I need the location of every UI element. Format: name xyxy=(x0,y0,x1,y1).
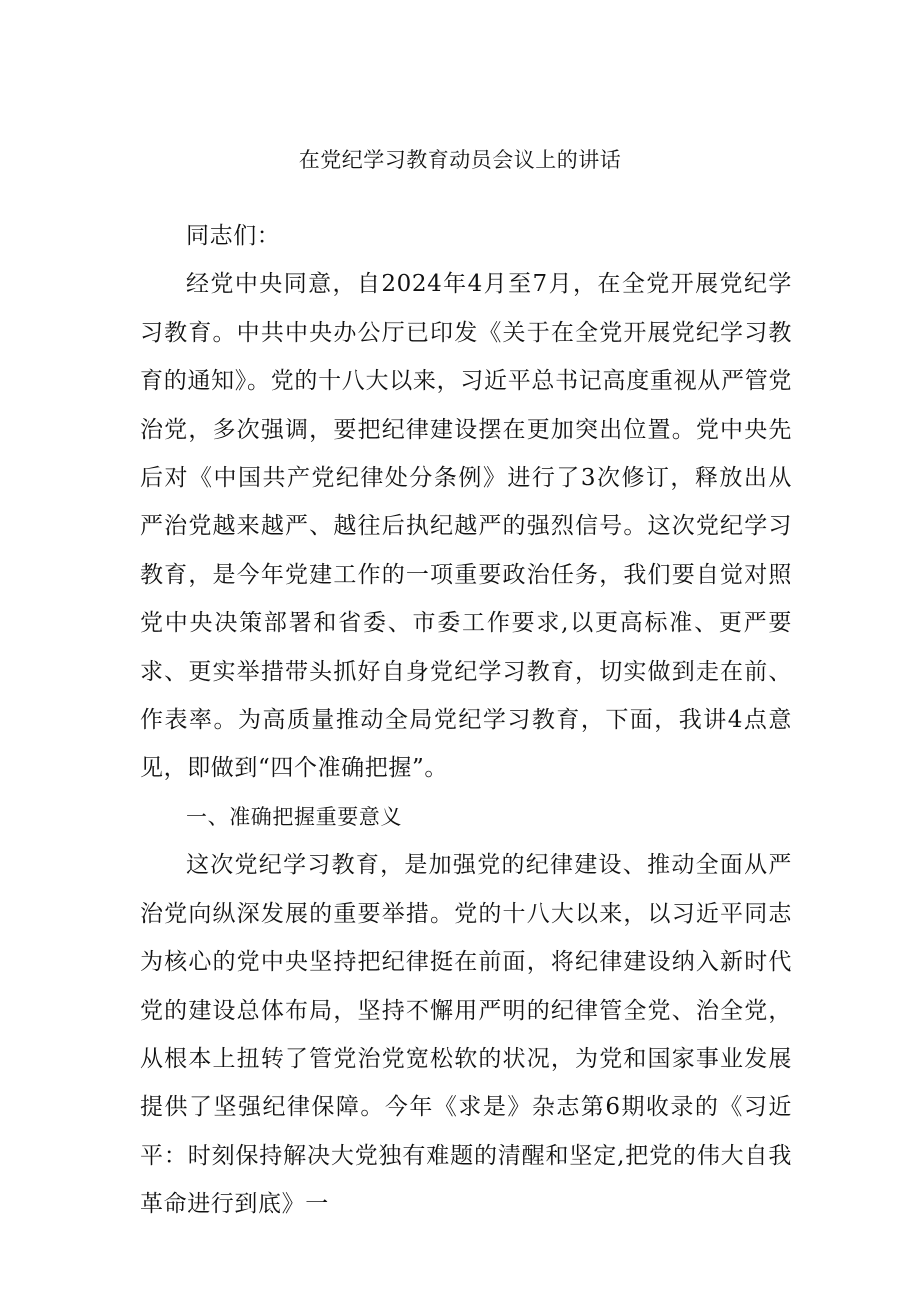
document-title: 在党纪学习教育动员会议上的讲话 xyxy=(298,148,622,172)
document-body xyxy=(140,212,792,1229)
section-heading-1: 一、准确把握重要意义 xyxy=(186,804,402,829)
paragraph-section-1: 这次党纪学习教育，是加强党的纪律建设、推动全面从严治党向纵深发展的重要举措。党的十八大以来，以习近平同志为核心的党中央坚持把纪律挺在前面，将纪律建设纳入新时代党的建设总体布局，坚持不懈用严明的纪律管全党、治全党，从根本上扭转了管党治党宽松软的状况，为党和国家事业发展提供了坚强纪律保障。今年《求是》杂志第6期收录的《习近平：时刻保持解决大党独有难题的清醒和坚定,把党的伟大自我革命进行到底》一 xyxy=(140,852,792,1218)
paragraph-intro: 经党中央同意，自2024年4月至7月，在全党开展党纪学习教育。中共中央办公厅已印发《关于在全党开展党纪学习教育的通知》。党的十八大以来，习近平总书记高度重视从严管党治党，多次强调，要把纪律建设摆在更加突出位置。党中央先后对《中国共产党纪律处分条例》进行了3次修订，释放出从严治党越来越严、越往后执纪越严的强烈信号。这次党纪学习教育，是今年党建工作的一项重要政治任务，我们要自觉对照党中央决策部署和省委、市委工作要求,以更高标准、更严要求、更实举措带头抓好自身党纪学习教育，切实做到走在前、作表率。为高质量推动全局党纪学习教育，下面，我讲4点意见，即做到“四个准确把握”。 xyxy=(140,271,792,782)
greeting: 同志们： xyxy=(186,223,281,249)
